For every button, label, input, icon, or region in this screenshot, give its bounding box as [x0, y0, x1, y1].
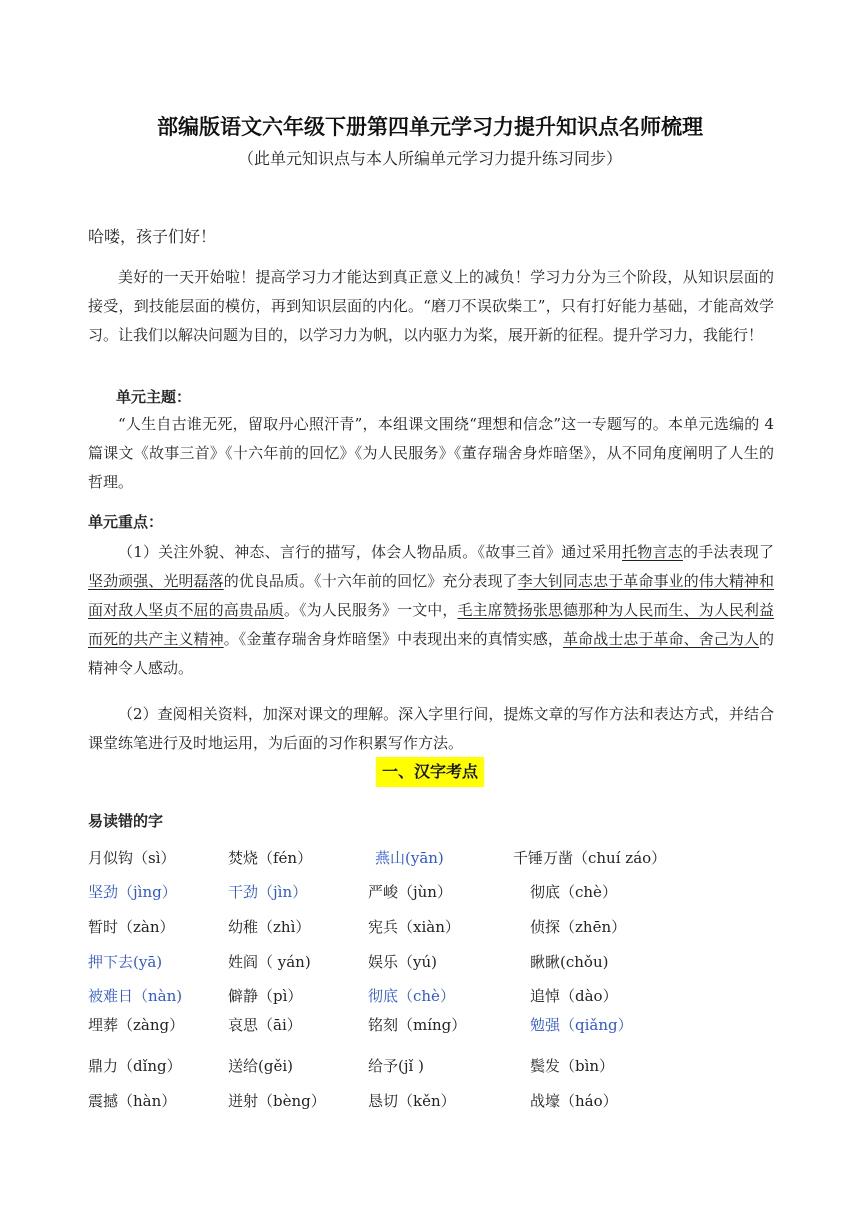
focus1-underline-4: 毛主席赞扬张思德那种为人民而生、为人民利益而死的共产主义精神	[88, 601, 774, 648]
focus1-text-5: 。《金董存瑞舍身炸暗堡》中表现出来的真情实感，	[223, 630, 563, 648]
word-item: 焚烧（fén）	[228, 849, 313, 867]
word-item: 宪兵（xiàn）	[368, 918, 460, 936]
focus1-underline-2: 坚劲顽强、光明磊落	[88, 572, 224, 590]
word-item: 干劲（jìn）	[228, 883, 308, 901]
theme-heading: 单元主题：	[116, 388, 192, 406]
word-item: 彻底（chè）	[368, 987, 455, 1005]
word-item: 铭刻（míng）	[368, 1016, 467, 1034]
focus-heading: 单元重点：	[88, 513, 164, 531]
word-item: 严峻（jùn）	[368, 883, 452, 901]
word-item: 暂时（zàn）	[88, 918, 175, 936]
theme-paragraph: “人生自古谁无死，留取丹心照汗青”，本组课文围绕“理想和信念”这一专题写的。本单元选编的 4 篇课文《故事三首》《十六年前的回忆》《为人民服务》《董存瑞舍身炸暗堡》，从不同角度阐明了人生的哲理。	[88, 415, 774, 491]
page-subtitle: （此单元知识点与本人所编单元学习力提升练习同步）	[237, 149, 622, 168]
word-item: 瞅瞅(chǒu)	[530, 953, 609, 971]
word-item: 勉强（qiǎng）	[530, 1016, 633, 1034]
chars-heading: 易读错的字	[88, 812, 164, 830]
word-item: 鼎力（dǐng）	[88, 1057, 182, 1075]
intro-paragraph: 美好的一天开始啦！提高学习力才能达到真正意义上的减负！学习力分为三个阶段，从知识层面的接受，到技能层面的模仿，再到知识层面的内化。“磨刀不误砍柴工”，只有打好能力基础，才能高效学习。让我们以解决问题为目的，以学习力为帆，以内驱力为桨，展开新的征程。提升学习力，我能行！	[88, 268, 774, 344]
word-item: 鬓发（bìn）	[530, 1057, 615, 1075]
section-title: 一、汉字考点	[376, 757, 484, 787]
focus1-underline-3: 李大钊同志忠于革命事业的伟大精神和面对敌人坚贞不屈的高贵品质	[88, 572, 774, 619]
word-item: 千锤万凿（chuí záo）	[513, 849, 667, 867]
word-item: 恳切（kěn）	[368, 1092, 456, 1110]
word-item: 月似钩（sì）	[88, 849, 176, 867]
focus1-text-1: （1）关注外貌、神态、言行的描写，体会人物品质。《故事三首》通过采用	[118, 543, 623, 561]
word-item: 给予(jǐ )	[368, 1057, 424, 1075]
focus1-text-6: 的精神令人感动。	[88, 630, 774, 677]
word-item: 送给(gěi)	[228, 1057, 293, 1075]
focus1-text-2: 的手法表现了	[682, 543, 774, 561]
word-item: 押下去(yā)	[88, 953, 163, 971]
word-item: 娱乐（yú)	[368, 953, 437, 971]
word-item: 燕山(yān)	[375, 849, 444, 867]
word-item: 彻底（chè）	[530, 883, 617, 901]
word-item: 姓阎（ yán)	[228, 953, 311, 971]
focus-paragraph-1	[88, 538, 774, 683]
word-item: 哀思（āi）	[228, 1016, 302, 1034]
word-item: 迸射（bèng）	[228, 1092, 326, 1110]
word-item: 埋葬（zàng）	[88, 1016, 185, 1034]
focus1-underline-1: 托物言志	[622, 543, 683, 561]
word-item: 震撼（hàn）	[88, 1092, 177, 1110]
greeting: 哈喽，孩子们好！	[88, 227, 217, 246]
word-item: 追悼（dào）	[530, 987, 618, 1005]
word-item: 坚劲（jìng）	[88, 883, 177, 901]
focus1-underline-5: 革命战士忠于革命、舍己为人	[562, 630, 759, 648]
word-item: 被难日（nàn)	[88, 987, 183, 1005]
word-item: 侦探（zhēn）	[530, 918, 627, 936]
word-item: 僻静（pì）	[228, 987, 303, 1005]
word-item: 幼稚（zhì）	[228, 918, 311, 936]
focus1-text-3: 的优良品质。《十六年前的回忆》充分表现了	[223, 572, 518, 590]
word-item: 战壕（háo）	[530, 1092, 618, 1110]
focus-paragraph-2: （2）查阅相关资料，加深对课文的理解。深入字里行间，提炼文章的写作方法和表达方式，并结合课堂练笔进行及时地运用，为后面的习作积累写作方法。	[88, 705, 774, 752]
focus1-text-4: 。《为人民服务》一文中，	[284, 601, 458, 619]
page-title: 部编版语文六年级下册第四单元学习力提升知识点名师梳理	[157, 115, 703, 139]
